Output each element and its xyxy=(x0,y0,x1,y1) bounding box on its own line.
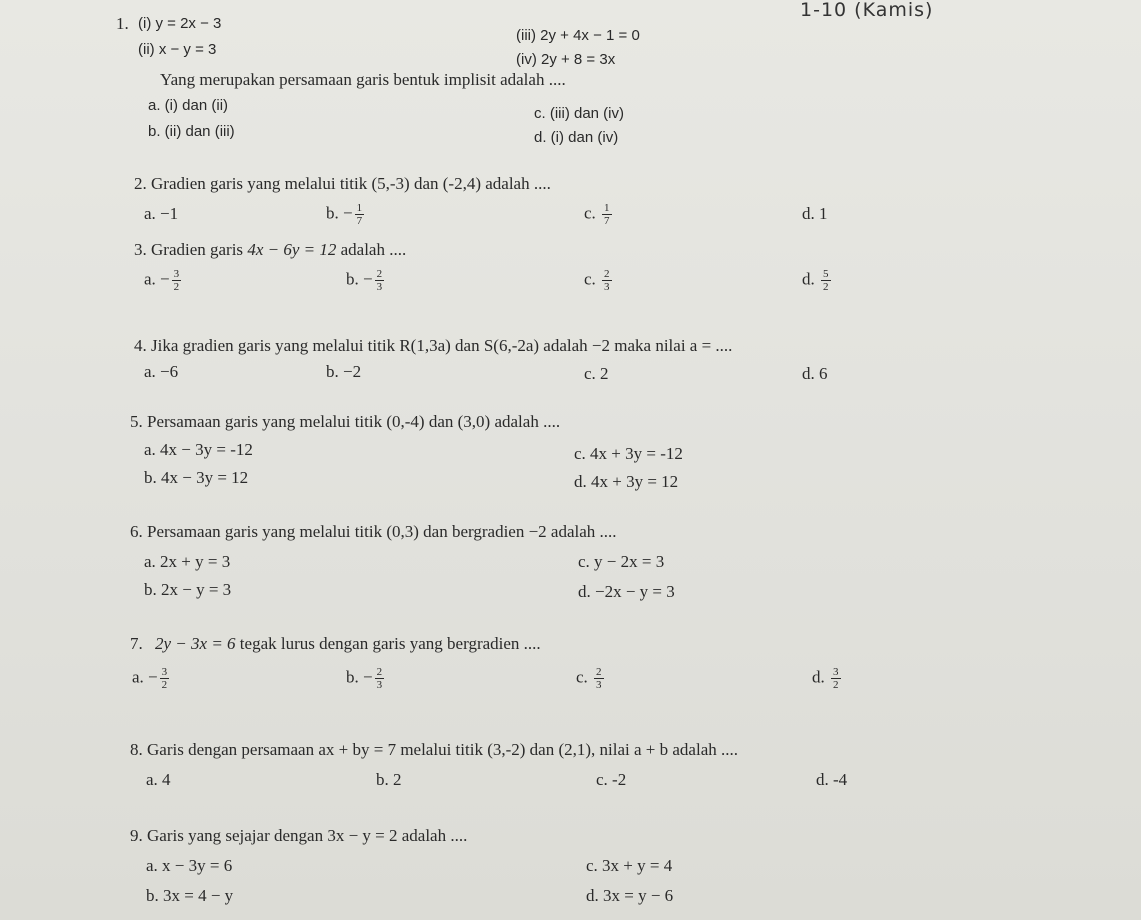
q9-option-a: a. x − 3y = 6 xyxy=(146,856,233,875)
q1-number: 1. xyxy=(116,14,129,33)
q1-option-b: b. (ii) dan (iii) xyxy=(148,123,235,140)
q5-option-d: d. 4x + 3y = 12 xyxy=(574,472,679,491)
q7-stem: 7. 2y − 3x = 6 tegak lurus dengan garis yang bergradien .... xyxy=(130,634,541,653)
q4-option-b: b. −2 xyxy=(326,362,362,381)
corner-note: 1-10 (Kamis) xyxy=(800,0,934,21)
q8-option-d: d. -4 xyxy=(816,770,848,789)
q7-option-a: a. − $\frac{3}{2}$ xyxy=(132,666,168,691)
q1-item-i: (i) y = 2x − 3 xyxy=(138,15,222,32)
q5-option-a: a. 4x − 3y = -12 xyxy=(144,440,253,459)
q6-stem: 6. Persamaan garis yang melalui titik (0,3) dan bergradien −2 adalah .... xyxy=(130,522,617,541)
q1-option-d: d. (i) dan (iv) xyxy=(534,129,619,146)
q5-option-b: b. 4x − 3y = 12 xyxy=(144,468,249,487)
q9-option-b: b. 3x = 4 − y xyxy=(146,886,234,905)
q8-option-c: c. -2 xyxy=(596,770,627,789)
q1-option-a: a. (i) dan (ii) xyxy=(148,97,229,114)
q5-stem: 5. Persamaan garis yang melalui titik (0,-4) dan (3,0) adalah .... xyxy=(130,412,561,431)
q1-item-ii: (ii) x − y = 3 xyxy=(138,41,217,58)
q7-option-d: d. $\frac{3}{2}$ xyxy=(812,666,839,691)
q3-option-d: d. $\frac{5}{2}$ xyxy=(802,268,829,293)
q7-option-c: c. $\frac{2}{3}$ xyxy=(576,666,602,691)
q2-option-b: b. − $\frac{1}{7}$ xyxy=(326,202,363,227)
q3-stem: 3. Gradien garis 4x − 6y = 12 adalah .... xyxy=(134,240,407,259)
q6-option-a: a. 2x + y = 3 xyxy=(144,552,231,571)
q3-option-c: c. $\frac{2}{3}$ xyxy=(584,268,610,293)
q2-option-d: d. 1 xyxy=(802,204,828,223)
q1-item-iii: (iii) 2y + 4x − 1 = 0 xyxy=(516,27,640,44)
q9-option-c: c. 3x + y = 4 xyxy=(586,856,673,875)
q1-option-c: c. (iii) dan (iv) xyxy=(534,105,625,122)
q4-option-d: d. 6 xyxy=(802,364,828,383)
q8-stem: 8. Garis dengan persamaan ax + by = 7 melalui titik (3,-2) dan (2,1), nilai a + b adalah .... xyxy=(130,740,738,759)
q6-option-c: c. y − 2x = 3 xyxy=(578,552,665,571)
q6-option-b: b. 2x − y = 3 xyxy=(144,580,232,599)
q5-option-c: c. 4x + 3y = -12 xyxy=(574,444,683,463)
q3-option-a: a. − $\frac{3}{2}$ xyxy=(144,268,180,293)
q2-stem: 2. Gradien garis yang melalui titik (5,-3) dan (-2,4) adalah .... xyxy=(134,174,551,193)
q8-option-a: a. 4 xyxy=(146,770,171,789)
q3-option-b: b. − $\frac{2}{3}$ xyxy=(346,268,383,293)
q4-option-c: c. 2 xyxy=(584,364,609,383)
q4-stem: 4. Jika gradien garis yang melalui titik R(1,3a) dan S(6,-2a) adalah −2 maka nilai a = .... xyxy=(134,336,733,355)
q1-item-iv: (iv) 2y + 8 = 3x xyxy=(516,51,616,68)
q1-stem: Yang merupakan persamaan garis bentuk implisit adalah .... xyxy=(160,70,566,89)
q9-option-d: d. 3x = y − 6 xyxy=(586,886,674,905)
q9-stem: 9. Garis yang sejajar dengan 3x − y = 2 adalah .... xyxy=(130,826,468,845)
q6-option-d: d. −2x − y = 3 xyxy=(578,582,675,601)
q7-option-b: b. − $\frac{2}{3}$ xyxy=(346,666,383,691)
q8-option-b: b. 2 xyxy=(376,770,402,789)
q2-option-c: c. $\frac{1}{7}$ xyxy=(584,202,610,227)
q2-option-a: a. −1 xyxy=(144,204,179,223)
q4-option-a: a. −6 xyxy=(144,362,179,381)
